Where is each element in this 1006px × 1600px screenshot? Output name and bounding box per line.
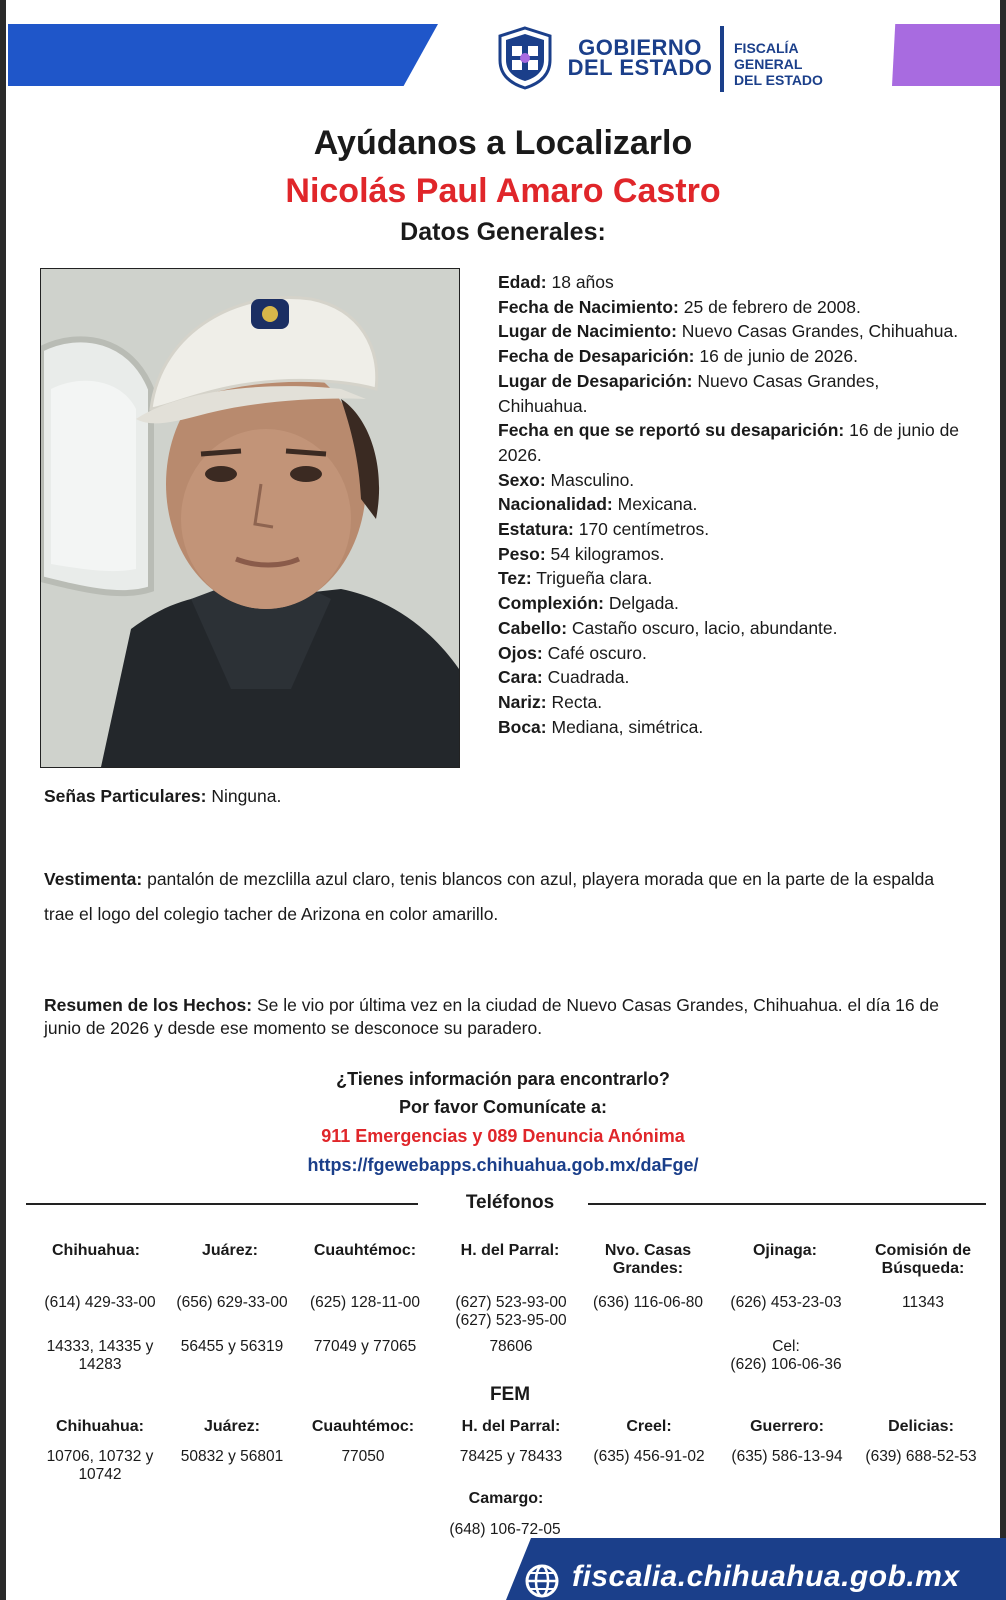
tel-header-comision-busqueda: Comisión de Búsqueda:	[874, 1242, 971, 1277]
fem-header-camargo: Camargo:	[468, 1490, 544, 1507]
tel-cuauhtemoc[interactable]: (625) 128-11-00	[309, 1294, 420, 1311]
globe-icon	[524, 1563, 560, 1599]
fem-creel[interactable]: (635) 456-91-02	[593, 1448, 705, 1465]
fem-header-delicias: Delicias:	[888, 1418, 954, 1435]
tel-header-cuauhtemoc: Cuauhtémoc:	[313, 1242, 417, 1259]
section-title: Datos Generales:	[400, 218, 606, 246]
tel-juarez[interactable]: (656) 629-33-00	[176, 1294, 288, 1311]
fem-title: FEM	[489, 1384, 531, 1405]
senas-particulares: Señas Particulares: Ninguna.	[44, 786, 282, 806]
detail-ojos: Ojos: Café oscuro.	[498, 642, 647, 663]
detail-edad: Edad: 18 años	[498, 272, 614, 292]
cta-please-contact: Por favor Comunícate a:	[398, 1097, 608, 1117]
tel-header-chihuahua: Chihuahua:	[52, 1242, 140, 1259]
missing-person-name: Nicolás Paul Amaro Castro	[285, 172, 721, 210]
fem-guerrero[interactable]: (635) 586-13-94	[731, 1448, 843, 1465]
fem-camargo[interactable]: (648) 106-72-05	[449, 1521, 561, 1538]
header-blue-bar	[8, 24, 438, 86]
detail-cara: Cara: Cuadrada.	[498, 667, 630, 688]
detail-nariz: Nariz: Recta.	[498, 691, 603, 712]
fem-header-chihuahua: Chihuahua:	[56, 1418, 144, 1435]
header-purple-bar	[892, 24, 1000, 86]
detail-fecha-reporte: Fecha en que se reportó su desaparición: 16 de junio de 2026.	[498, 420, 960, 465]
fem-header-parral: H. del Parral:	[461, 1418, 561, 1435]
detail-tez: Tez: Trigueña clara.	[498, 568, 653, 589]
cta-emergency-numbers: 911 Emergencias y 089 Denuncia Anónima	[321, 1126, 685, 1146]
tel-parral[interactable]: (627) 523-93-00 (627) 523-95-00	[455, 1294, 567, 1329]
telefonos-divider-right	[588, 1203, 986, 1205]
tel-comision-busqueda[interactable]: 11343	[902, 1294, 944, 1311]
cta-report-link[interactable]: https://fgewebapps.chihuahua.gob.mx/daFge/	[307, 1155, 699, 1175]
ext-parral: 78606	[489, 1338, 533, 1355]
vestimenta: Vestimenta: pantalón de mezclilla azul claro, tenis blancos con azul, playera morada que en la parte de la espalda trae el logo del colegio tacher de Arizona en color amarillo.	[44, 869, 935, 924]
tel-header-parral: H. del Parral:	[460, 1242, 560, 1259]
ext-cuauhtemoc: 77049 y 77065	[313, 1338, 417, 1355]
detail-boca: Boca: Mediana, simétrica.	[498, 716, 704, 737]
detail-lugar-nacimiento: Lugar de Nacimiento: Nuevo Casas Grandes, Chihuahua.	[498, 321, 959, 342]
detail-fecha-nacimiento: Fecha de Nacimiento: 25 de febrero de 2008.	[498, 296, 861, 317]
detail-estatura: Estatura: 170 centímetros.	[498, 519, 710, 540]
tel-chihuahua[interactable]: (614) 429-33-00	[44, 1294, 156, 1311]
missing-person-photo	[40, 268, 460, 768]
detail-fecha-desaparicion: Fecha de Desaparición: 16 de junio de 2026.	[498, 346, 858, 367]
tel-header-nvo-casas-grandes: Nvo. Casas Grandes:	[604, 1242, 692, 1277]
poster-title: Ayúdanos a Localizarlo	[313, 124, 693, 162]
ext-ojinaga-cel[interactable]: Cel: (626) 106-06-36	[730, 1338, 842, 1373]
telefonos-title: Teléfonos	[465, 1192, 555, 1213]
ext-juarez: 56455 y 56319	[180, 1338, 284, 1355]
fem-parral: 78425 y 78433	[459, 1448, 563, 1465]
ext-chihuahua: 14333, 14335 y 14283	[46, 1338, 154, 1373]
fem-header-guerrero: Guerrero:	[750, 1418, 824, 1435]
fem-chihuahua: 10706, 10732 y 10742	[46, 1448, 154, 1483]
fem-delicias[interactable]: (639) 688-52-53	[865, 1448, 977, 1465]
tel-ojinaga[interactable]: (626) 453-23-03	[730, 1294, 842, 1311]
cta-question: ¿Tienes información para encontrarlo?	[336, 1069, 670, 1089]
detail-complexion: Complexión: Delgada.	[498, 593, 679, 614]
fem-header-creel: Creel:	[626, 1418, 672, 1435]
detail-cabello: Cabello: Castaño oscuro, lacio, abundante.	[498, 617, 838, 638]
state-seal-icon	[496, 26, 554, 90]
fiscalia-general-logo: FISCALÍA GENERAL DEL ESTADO	[734, 40, 823, 88]
tel-header-juarez: Juárez:	[201, 1242, 259, 1259]
general-details-list	[498, 270, 968, 739]
resumen-hechos: Resumen de los Hechos: Se le vio por última vez en la ciudad de Nuevo Casas Grandes, Chihuahua. el día 16 de junio de 2026 y desde ese momento se desconoce su paradero.	[44, 995, 939, 1038]
tel-header-ojinaga: Ojinaga:	[752, 1242, 817, 1259]
fem-header-cuauhtemoc: Cuauhtémoc:	[311, 1418, 415, 1435]
detail-peso: Peso: 54 kilogramos.	[498, 543, 665, 564]
detail-nacionalidad: Nacionalidad: Mexicana.	[498, 494, 698, 515]
fem-juarez: 50832 y 56801	[180, 1448, 284, 1465]
gobierno-del-estado-logo: GOBIERNO DEL ESTADO	[567, 35, 713, 80]
detail-lugar-desaparicion: Lugar de Desaparición: Nuevo Casas Grandes, Chihuahua.	[498, 370, 880, 416]
detail-sexo: Sexo: Masculino.	[498, 469, 635, 490]
footer-website[interactable]: fiscalia.chihuahua.gob.mx	[572, 1560, 960, 1593]
header-separator	[720, 26, 724, 92]
tel-nvo-casas-grandes[interactable]: (636) 116-06-80	[592, 1294, 703, 1311]
telefonos-divider-left	[26, 1203, 418, 1205]
fem-cuauhtemoc: 77050	[341, 1448, 385, 1465]
fem-header-juarez: Juárez:	[203, 1418, 261, 1435]
